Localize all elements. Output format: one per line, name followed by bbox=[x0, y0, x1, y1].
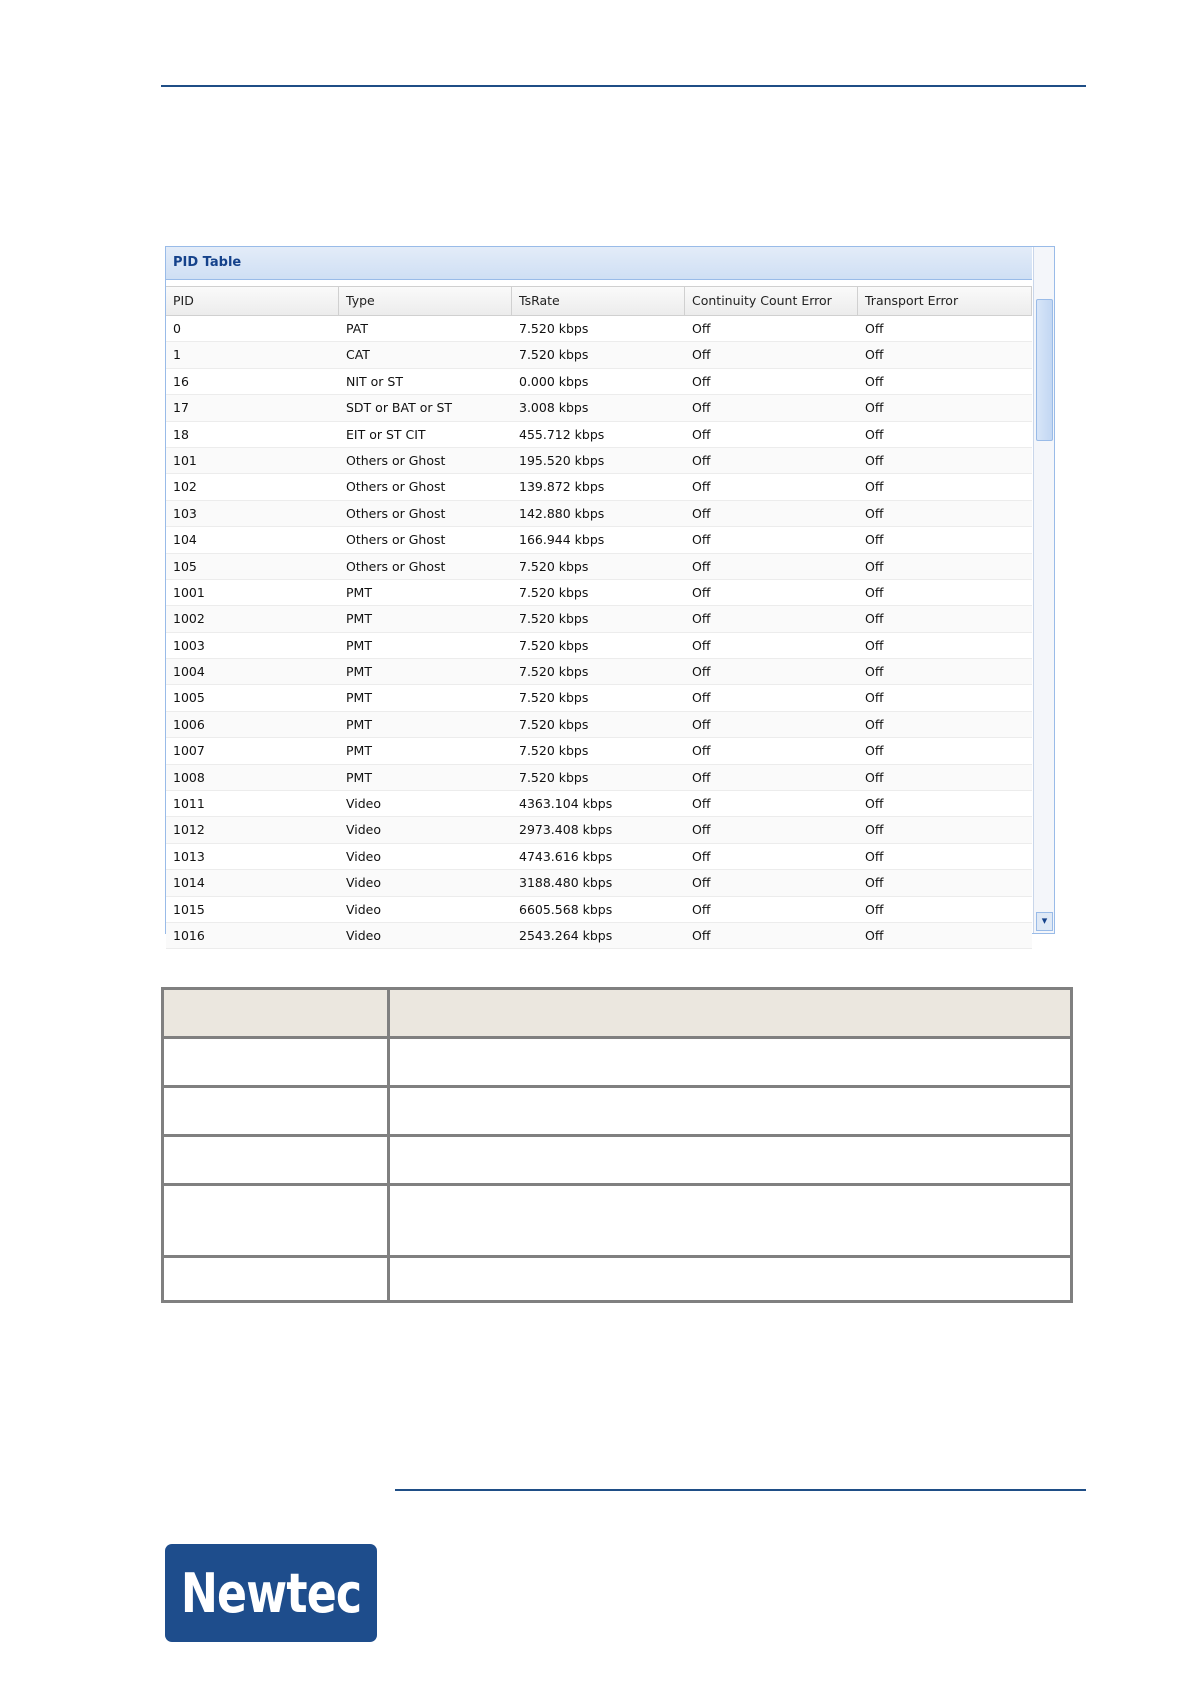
cell-continuity-count-error: Off bbox=[692, 321, 711, 336]
description-table-header-row bbox=[164, 990, 1070, 1039]
description-table-row bbox=[164, 1137, 1070, 1186]
cell-transport-error: Off bbox=[865, 400, 884, 416]
cell-type: PMT bbox=[346, 664, 372, 680]
cell-pid: 1001 bbox=[173, 584, 205, 600]
cell-pid: 1008 bbox=[173, 769, 205, 785]
column-header-type[interactable]: Type bbox=[339, 287, 512, 315]
pid-grid-column-headers bbox=[166, 286, 1032, 316]
cell-transport-error: Off bbox=[865, 558, 884, 574]
cell-type: PMT bbox=[346, 637, 372, 653]
pid-grid bbox=[166, 286, 1032, 949]
cell-pid: 105 bbox=[173, 558, 197, 574]
table-row[interactable] bbox=[166, 342, 1032, 368]
table-row[interactable] bbox=[166, 474, 1032, 500]
cell-continuity-count-error: Off bbox=[692, 769, 711, 785]
cell-transport-error: Off bbox=[865, 690, 884, 706]
cell-tsrate: 455.712 kbps bbox=[519, 426, 605, 442]
cell-continuity-count-error: Off bbox=[692, 637, 711, 653]
table-row[interactable] bbox=[166, 633, 1032, 659]
cell-type: Others or Ghost bbox=[346, 505, 446, 521]
logo-text: Newtec bbox=[180, 1561, 362, 1625]
cell-tsrate: 4743.616 kbps bbox=[519, 848, 613, 864]
cell-continuity-count-error: Off bbox=[692, 743, 711, 759]
cell-tsrate: 7.520 kbps bbox=[519, 611, 589, 627]
cell-type: Video bbox=[346, 901, 382, 917]
table-row[interactable] bbox=[166, 316, 1032, 342]
pid-grid-scrollbar[interactable] bbox=[1033, 247, 1054, 933]
table-row[interactable] bbox=[166, 659, 1032, 685]
cell-type: Others or Ghost bbox=[346, 479, 446, 495]
table-row[interactable] bbox=[166, 580, 1032, 606]
cell-type: PMT bbox=[346, 584, 372, 600]
cell-type: Video bbox=[346, 927, 382, 943]
cell-pid: 1002 bbox=[173, 611, 205, 627]
cell-continuity-count-error: Off bbox=[692, 584, 711, 600]
pid-table-title: PID Table bbox=[173, 255, 242, 270]
table-row[interactable] bbox=[166, 923, 1032, 949]
cell-pid: 1014 bbox=[173, 875, 205, 891]
cell-transport-error: Off bbox=[865, 611, 884, 627]
cell-type: SDT or BAT or ST bbox=[346, 400, 453, 416]
table-row[interactable] bbox=[166, 897, 1032, 923]
table-row[interactable] bbox=[166, 765, 1032, 791]
cell-continuity-count-error: Off bbox=[692, 875, 711, 891]
column-divider bbox=[387, 1258, 390, 1300]
cell-pid: 104 bbox=[173, 532, 197, 548]
column-header-tsrate[interactable]: TsRate bbox=[512, 287, 685, 315]
cell-pid: 1012 bbox=[173, 822, 205, 838]
cell-continuity-count-error: Off bbox=[692, 901, 711, 917]
cell-continuity-count-error: Off bbox=[692, 347, 711, 363]
cell-pid: 1003 bbox=[173, 637, 205, 653]
cell-tsrate: 166.944 kbps bbox=[519, 532, 605, 548]
cell-tsrate: 7.520 kbps bbox=[519, 664, 589, 680]
cell-continuity-count-error: Off bbox=[692, 373, 711, 389]
cell-continuity-count-error: Off bbox=[692, 716, 711, 732]
cell-continuity-count-error: Off bbox=[692, 848, 711, 864]
cell-pid: 1016 bbox=[173, 927, 205, 943]
cell-transport-error: Off bbox=[865, 927, 884, 943]
cell-tsrate: 195.520 kbps bbox=[519, 452, 605, 468]
cell-pid: 0 bbox=[173, 321, 181, 336]
cell-tsrate: 3.008 kbps bbox=[519, 400, 589, 416]
cell-continuity-count-error: Off bbox=[692, 796, 711, 812]
table-row[interactable] bbox=[166, 844, 1032, 870]
cell-transport-error: Off bbox=[865, 347, 884, 363]
table-row[interactable] bbox=[166, 817, 1032, 843]
cell-type: Others or Ghost bbox=[346, 452, 446, 468]
description-table bbox=[161, 987, 1073, 1303]
table-row[interactable] bbox=[166, 685, 1032, 711]
table-row[interactable] bbox=[166, 501, 1032, 527]
table-row[interactable] bbox=[166, 791, 1032, 817]
table-row[interactable] bbox=[166, 712, 1032, 738]
pid-table-panel bbox=[165, 246, 1055, 943]
column-header-transport-error[interactable]: Transport Error bbox=[858, 287, 1032, 315]
cell-transport-error: Off bbox=[865, 664, 884, 680]
column-divider bbox=[387, 1088, 390, 1134]
cell-transport-error: Off bbox=[865, 373, 884, 389]
cell-type: PMT bbox=[346, 743, 372, 759]
cell-continuity-count-error: Off bbox=[692, 558, 711, 574]
cell-type: PAT bbox=[346, 321, 368, 336]
cell-transport-error: Off bbox=[865, 769, 884, 785]
table-row[interactable] bbox=[166, 527, 1032, 553]
column-divider bbox=[387, 1186, 390, 1255]
cell-type: EIT or ST CIT bbox=[346, 426, 426, 442]
column-divider bbox=[387, 990, 390, 1036]
cell-pid: 103 bbox=[173, 505, 197, 521]
cell-transport-error: Off bbox=[865, 875, 884, 891]
description-table-row bbox=[164, 1258, 1070, 1300]
cell-tsrate: 139.872 kbps bbox=[519, 479, 605, 495]
scroll-down-arrow-icon[interactable]: ▾ bbox=[1036, 912, 1053, 931]
cell-pid: 17 bbox=[173, 400, 189, 416]
cell-continuity-count-error: Off bbox=[692, 426, 711, 442]
cell-tsrate: 6605.568 kbps bbox=[519, 901, 613, 917]
footer-rule bbox=[395, 1489, 1086, 1491]
scrollbar-thumb[interactable] bbox=[1036, 299, 1053, 441]
cell-transport-error: Off bbox=[865, 426, 884, 442]
cell-type: PMT bbox=[346, 690, 372, 706]
cell-tsrate: 7.520 kbps bbox=[519, 584, 589, 600]
cell-tsrate: 7.520 kbps bbox=[519, 743, 589, 759]
cell-pid: 1013 bbox=[173, 848, 205, 864]
description-table-row bbox=[164, 1186, 1070, 1258]
cell-transport-error: Off bbox=[865, 796, 884, 812]
cell-type: PMT bbox=[346, 769, 372, 785]
cell-continuity-count-error: Off bbox=[692, 822, 711, 838]
cell-continuity-count-error: Off bbox=[692, 479, 711, 495]
cell-continuity-count-error: Off bbox=[692, 452, 711, 468]
cell-pid: 102 bbox=[173, 479, 197, 495]
cell-transport-error: Off bbox=[865, 637, 884, 653]
cell-tsrate: 7.520 kbps bbox=[519, 321, 589, 336]
cell-continuity-count-error: Off bbox=[692, 690, 711, 706]
cell-type: PMT bbox=[346, 716, 372, 732]
cell-tsrate: 7.520 kbps bbox=[519, 637, 589, 653]
cell-pid: 1004 bbox=[173, 664, 205, 680]
cell-type: Others or Ghost bbox=[346, 558, 446, 574]
cell-pid: 1011 bbox=[173, 796, 205, 812]
cell-tsrate: 2543.264 kbps bbox=[519, 927, 613, 943]
cell-type: CAT bbox=[346, 347, 370, 363]
cell-tsrate: 2973.408 kbps bbox=[519, 822, 613, 838]
column-divider bbox=[387, 1137, 390, 1183]
cell-continuity-count-error: Off bbox=[692, 611, 711, 627]
cell-tsrate: 7.520 kbps bbox=[519, 347, 589, 363]
cell-type: Video bbox=[346, 822, 382, 838]
cell-continuity-count-error: Off bbox=[692, 532, 711, 548]
header-rule bbox=[161, 85, 1086, 87]
description-table-row bbox=[164, 1039, 1070, 1088]
cell-continuity-count-error: Off bbox=[692, 505, 711, 521]
cell-pid: 1007 bbox=[173, 743, 205, 759]
cell-tsrate: 0.000 kbps bbox=[519, 373, 589, 389]
table-row[interactable] bbox=[166, 422, 1032, 448]
table-row[interactable] bbox=[166, 395, 1032, 421]
cell-transport-error: Off bbox=[865, 584, 884, 600]
cell-pid: 1 bbox=[173, 347, 181, 363]
cell-transport-error: Off bbox=[865, 479, 884, 495]
cell-transport-error: Off bbox=[865, 822, 884, 838]
table-row[interactable] bbox=[166, 448, 1032, 474]
table-row[interactable] bbox=[166, 554, 1032, 580]
cell-pid: 1015 bbox=[173, 901, 205, 917]
cell-tsrate: 7.520 kbps bbox=[519, 558, 589, 574]
table-row[interactable] bbox=[166, 870, 1032, 896]
cell-transport-error: Off bbox=[865, 716, 884, 732]
newtec-logo bbox=[165, 1544, 377, 1642]
cell-pid: 16 bbox=[173, 373, 189, 389]
cell-transport-error: Off bbox=[865, 505, 884, 521]
cell-type: Video bbox=[346, 875, 382, 891]
cell-pid: 1006 bbox=[173, 716, 205, 732]
table-row[interactable] bbox=[166, 369, 1032, 395]
cell-tsrate: 4363.104 kbps bbox=[519, 796, 613, 812]
cell-pid: 18 bbox=[173, 426, 189, 442]
cell-transport-error: Off bbox=[865, 321, 884, 336]
cell-tsrate: 3188.480 kbps bbox=[519, 875, 613, 891]
column-header-pid[interactable]: PID bbox=[166, 287, 339, 315]
cell-type: Video bbox=[346, 848, 382, 864]
cell-continuity-count-error: Off bbox=[692, 927, 711, 943]
description-table-row bbox=[164, 1088, 1070, 1137]
cell-type: Others or Ghost bbox=[346, 532, 446, 548]
cell-transport-error: Off bbox=[865, 901, 884, 917]
cell-transport-error: Off bbox=[865, 743, 884, 759]
cell-tsrate: 7.520 kbps bbox=[519, 690, 589, 706]
column-header-continuity-count-error[interactable]: Continuity Count Error bbox=[685, 287, 858, 315]
cell-pid: 1005 bbox=[173, 690, 205, 706]
cell-tsrate: 7.520 kbps bbox=[519, 769, 589, 785]
cell-tsrate: 7.520 kbps bbox=[519, 716, 589, 732]
cell-type: PMT bbox=[346, 611, 372, 627]
cell-type: Video bbox=[346, 796, 382, 812]
cell-continuity-count-error: Off bbox=[692, 400, 711, 416]
cell-tsrate: 142.880 kbps bbox=[519, 505, 605, 521]
cell-pid: 101 bbox=[173, 452, 197, 468]
table-row[interactable] bbox=[166, 606, 1032, 632]
table-row[interactable] bbox=[166, 738, 1032, 764]
pid-table-header bbox=[166, 247, 1032, 280]
pid-grid-body bbox=[166, 316, 1032, 949]
cell-transport-error: Off bbox=[865, 452, 884, 468]
cell-transport-error: Off bbox=[865, 532, 884, 548]
column-divider bbox=[387, 1039, 390, 1085]
cell-continuity-count-error: Off bbox=[692, 664, 711, 680]
cell-type: NIT or ST bbox=[346, 373, 403, 389]
cell-transport-error: Off bbox=[865, 848, 884, 864]
